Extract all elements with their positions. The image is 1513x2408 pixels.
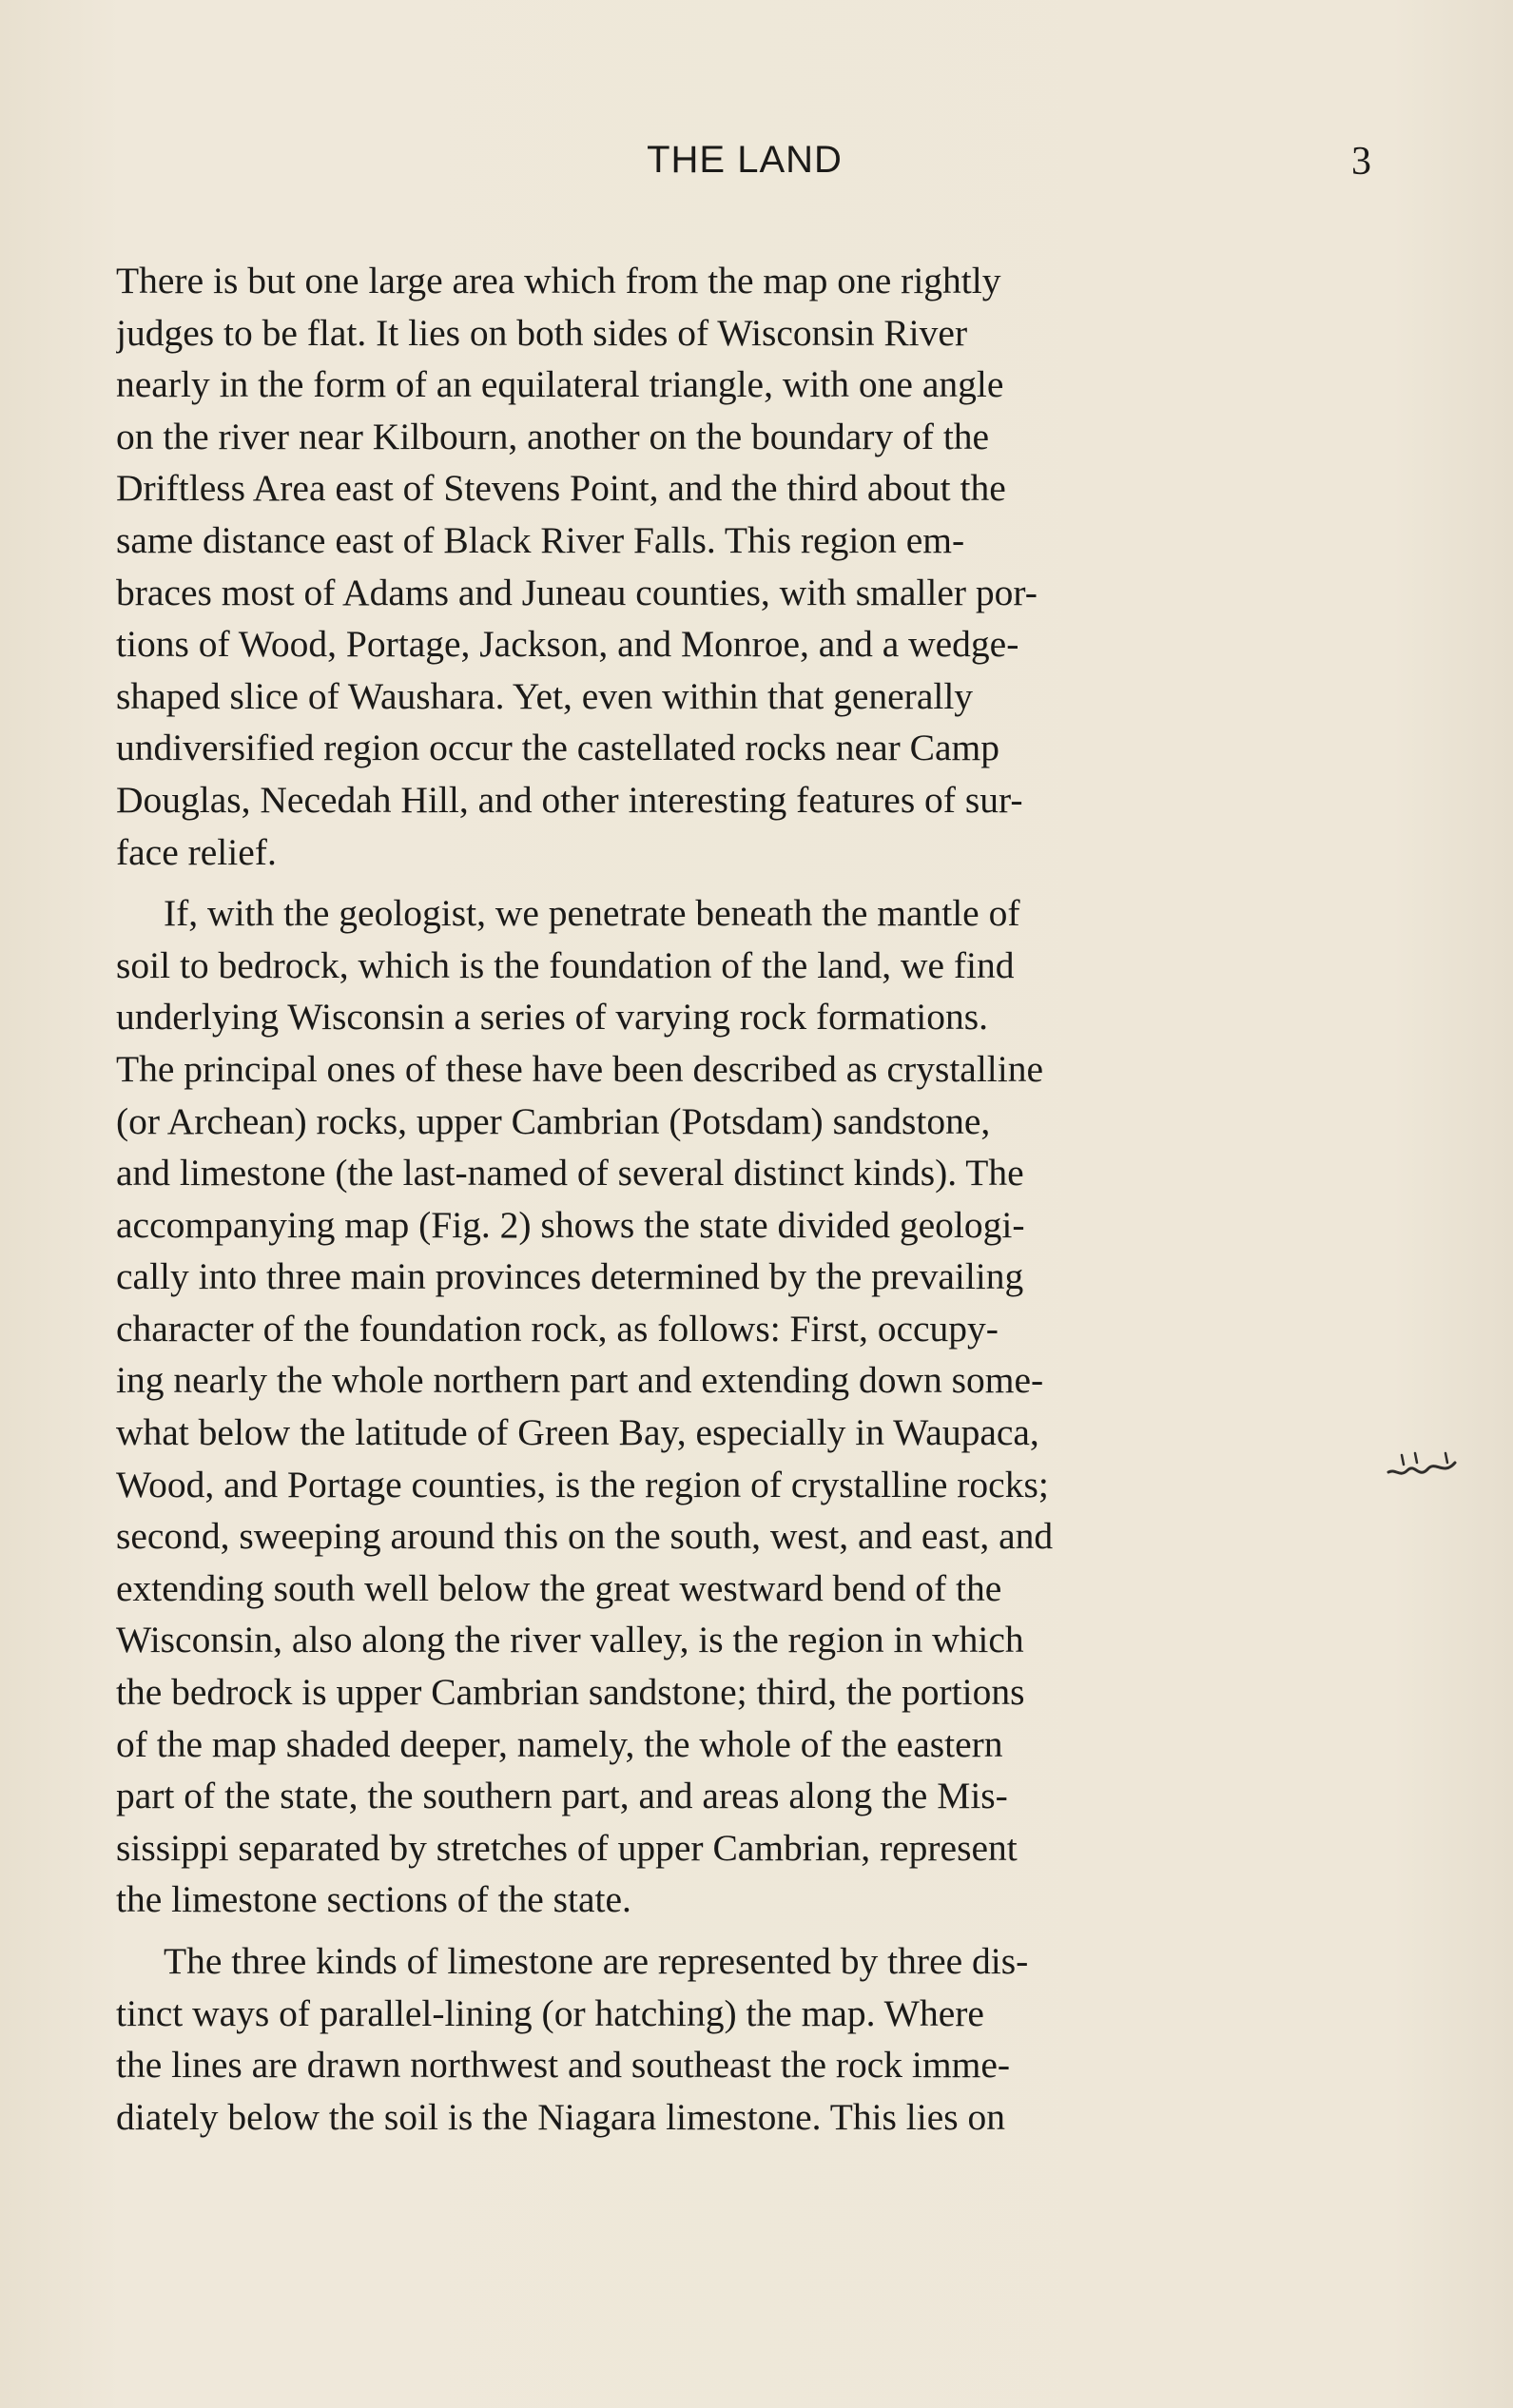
text-line: accompanying map (Fig. 2) shows the state divided geologi- — [116, 1203, 1025, 1246]
text-line: of the map shaded deeper, namely, the whole of the eastern — [116, 1722, 1003, 1765]
text-line: There is but one large area which from the map one rightly — [116, 260, 1001, 301]
page-number: 3 — [1351, 140, 1371, 184]
text-line: shaped slice of Waushara. Yet, even within that generally — [116, 674, 974, 717]
body-text — [116, 255, 1373, 2143]
text-line: tions of Wood, Portage, Jackson, and Monroe, and a wedge- — [116, 623, 1019, 666]
text-line: underlying Wisconsin a series of varying rock formations. — [116, 996, 988, 1039]
text-line: the limestone sections of the state. — [116, 1878, 631, 1921]
text-line: judges to be flat. It lies on both sides of Wisconsin River — [116, 311, 968, 354]
text-line: the bedrock is upper Cambrian sandstone; third, the portions — [116, 1671, 1025, 1714]
text-line: what below the latitude of Green Bay, especially in Waupaca, — [116, 1411, 1039, 1454]
page-header — [116, 139, 1373, 196]
text-line: second, sweeping around this on the south, west, and east, and — [116, 1515, 1054, 1558]
text-line: Driftless Area east of Stevens Point, and the third about the — [116, 467, 1006, 510]
text-line: part of the state, the southern part, and areas along the Mis- — [116, 1775, 1008, 1817]
text-line: Wisconsin, also along the river valley, is the region in which — [116, 1619, 1024, 1661]
text-line: undiversified region occur the castellated rocks near Camp — [116, 727, 999, 769]
paragraph-gap — [116, 1926, 1373, 1935]
text-line: on the river near Kilbourn, another on the boundary of the — [116, 415, 990, 457]
running-title: THE LAND — [647, 139, 843, 181]
text-line: The three kinds of limestone are represented by three dis- — [164, 1940, 1029, 1982]
text-line: and limestone (the last-named of several distinct kinds). The — [116, 1152, 1024, 1194]
text-line: The principal ones of these have been described as crystalline — [116, 1047, 1044, 1090]
text-line: soil to bedrock, which is the foundation of the land, we find — [116, 943, 1015, 986]
text-line: ing nearly the whole northern part and extending down some- — [116, 1359, 1044, 1402]
text-line: diately below the soil is the Niagara limestone. This lies on — [116, 2095, 1006, 2138]
text-line: nearly in the form of an equilateral triangle, with one angle — [116, 363, 1004, 406]
paragraph-gap — [116, 878, 1373, 887]
text-line: same distance east of Black River Falls. This region em- — [116, 518, 965, 561]
text-line: braces most of Adams and Juneau counties, with smaller por- — [116, 571, 1038, 613]
text-line: (or Archean) rocks, upper Cambrian (Potsdam) sandstone, — [116, 1099, 991, 1142]
text-line: extending south well below the great westward bend of the — [116, 1566, 1002, 1609]
text-line: cally into three main provinces determined by the prevailing — [116, 1255, 1024, 1298]
text-line: tinct ways of parallel-lining (or hatching) the map. Where — [116, 1991, 984, 2034]
text-line: the lines are drawn northwest and southeast the rock imme- — [116, 2044, 1011, 2087]
text-line: sissippi separated by stretches of upper Cambrian, represent — [116, 1826, 1018, 1869]
text-line: Douglas, Necedah Hill, and other interesting features of sur- — [116, 778, 1023, 821]
handwritten-margin-mark-icon — [1381, 1444, 1466, 1501]
text-line: If, with the geologist, we penetrate beneath the mantle of — [164, 892, 1020, 935]
text-line: Wood, and Portage counties, is the region of crystalline rocks; — [116, 1463, 1049, 1505]
text-line: character of the foundation rock, as follows: First, occupy- — [116, 1307, 999, 1350]
text-line: face relief. — [116, 830, 277, 873]
